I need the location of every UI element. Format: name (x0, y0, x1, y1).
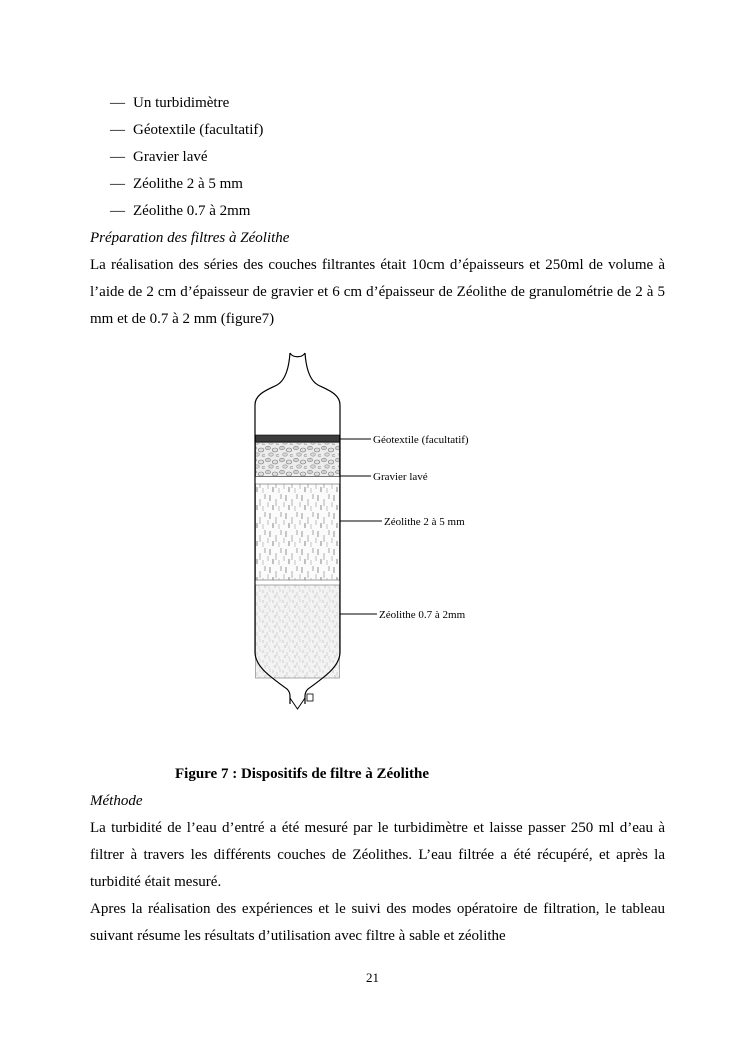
paragraph-methode-1: La turbidité de l’eau d’entré a été mesuré par le turbidimètre et laisse passer 250 ml d’eau à filtrer à travers les différents couches de Zéolithes. L’eau filtrée a été récupéré, et après la turbidité était mesuré. (90, 820, 665, 890)
list-item (110, 117, 665, 144)
dash-bullet: — (110, 149, 124, 165)
figure-label-zeolithe-coarse: Zéolithe 2 à 5 mm (384, 516, 465, 528)
dash-bullet: — (110, 203, 124, 219)
figure-label-zeolithe-fine: Zéolithe 0.7 à 2mm (379, 609, 466, 621)
page-content (90, 90, 665, 950)
list-item (110, 90, 665, 117)
dash-bullet: — (110, 95, 124, 111)
gravel-layer (256, 443, 340, 477)
filter-diagram (251, 349, 469, 715)
figure-caption: Figure 7 : Dispositifs de filtre à Zéolithe (175, 766, 430, 782)
figure-container (251, 349, 665, 717)
list-item (110, 144, 665, 171)
zeolite-coarse-layer (256, 484, 340, 580)
materials-list (110, 90, 665, 225)
zeolite-fine-layer (256, 585, 340, 678)
figure-label-gravier: Gravier lavé (373, 471, 428, 483)
list-item (110, 171, 665, 198)
list-item-text: Zéolithe 0.7 à 2mm (133, 203, 251, 219)
leader-lines (340, 439, 382, 614)
section-heading-methode: Méthode (90, 793, 143, 809)
page-number: 21 (366, 970, 379, 985)
dash-bullet: — (110, 176, 124, 192)
paragraph-preparation: La réalisation des séries des couches filtrantes était 10cm d’épaisseurs et 250ml de volume à l’aide de 2 cm d’épaisseur de gravier et 6 cm d’épaisseur de Zéolithe de granulométrie de 2 à 5 mm et de 0.7 à 2 mm (figure7) (90, 257, 665, 327)
figure-label-geotextile: Géotextile (facultatif) (373, 434, 469, 446)
dash-bullet: — (110, 122, 124, 138)
section-heading-preparation: Préparation des filtres à Zéolithe (90, 230, 290, 246)
list-item-text: Géotextile (facultatif) (133, 122, 264, 138)
list-item (110, 198, 665, 225)
geotextile-layer (256, 435, 340, 442)
outlet-valve-icon (307, 694, 313, 701)
list-item-text: Un turbidimètre (133, 95, 230, 111)
list-item-text: Gravier lavé (133, 149, 208, 165)
list-item-text: Zéolithe 2 à 5 mm (133, 176, 243, 192)
paragraph-methode-2: Apres la réalisation des expériences et le suivi des modes opératoire de filtration, le tableau suivant résume les résultats d’utilisation avec filtre à sable et zéolithe (90, 901, 665, 944)
